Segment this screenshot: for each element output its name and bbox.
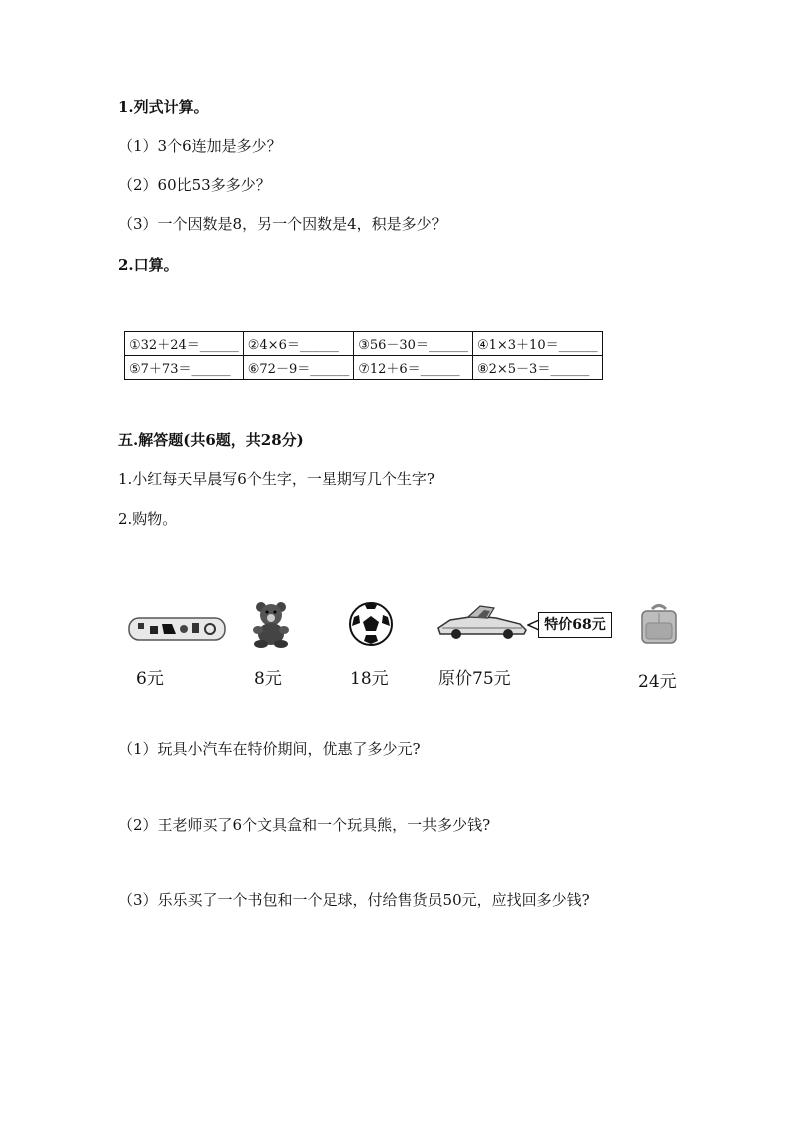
table-cell: ④1×3＋10＝______	[472, 332, 602, 356]
table-cell: ①32＋24＝______	[125, 332, 244, 356]
teddy-bear-icon	[249, 600, 293, 652]
special-price-tag: 特价68元	[538, 612, 612, 638]
q2-title: 2.口算。	[118, 256, 179, 274]
question-1: 1.小红每天早晨写6个生字，一星期写几个生字?	[118, 470, 435, 488]
pencil-box-icon	[128, 614, 226, 648]
table-cell: ⑤7＋73＝______	[125, 356, 244, 380]
price-soccer-ball: 18元	[350, 669, 389, 689]
toy-car-icon	[436, 604, 528, 644]
sub-question-3: （3）乐乐买了一个书包和一个足球，付给售货员50元，应找回多少钱?	[118, 891, 590, 909]
sub-question-1: （1）玩具小汽车在特价期间，优惠了多少元?	[118, 740, 421, 758]
mental-math-table	[124, 331, 603, 380]
table-cell: ⑥72－9＝______	[243, 356, 353, 380]
price-backpack: 24元	[638, 672, 677, 692]
soccer-ball-icon	[348, 601, 394, 651]
q1-item-3: （3）一个因数是8，另一个因数是4，积是多少？	[118, 215, 447, 233]
backpack-icon	[638, 603, 680, 649]
table-cell: ⑦12＋6＝______	[354, 356, 473, 380]
q1-title: 1.列式计算。	[118, 98, 209, 116]
q1-item-2: （2）60比53多多少？	[118, 176, 271, 194]
question-2-title: 2.购物。	[118, 510, 178, 528]
q1-item-1: （1）3个6连加是多少？	[118, 137, 282, 155]
table-cell: ③56－30＝______	[354, 332, 473, 356]
table-cell: ②4×6＝______	[243, 332, 353, 356]
price-teddy-bear: 8元	[254, 669, 282, 689]
sub-question-2: （2）王老师买了6个文具盒和一个玩具熊，一共多少钱?	[118, 816, 491, 834]
price-pencil-box: 6元	[136, 669, 164, 689]
price-toy-car: 原价75元	[438, 669, 511, 689]
table-row	[125, 356, 603, 380]
table-cell: ⑧2×5－3＝______	[472, 356, 602, 380]
table-row	[125, 332, 603, 356]
section-heading: 五.解答题(共6题，共28分)	[118, 431, 304, 449]
